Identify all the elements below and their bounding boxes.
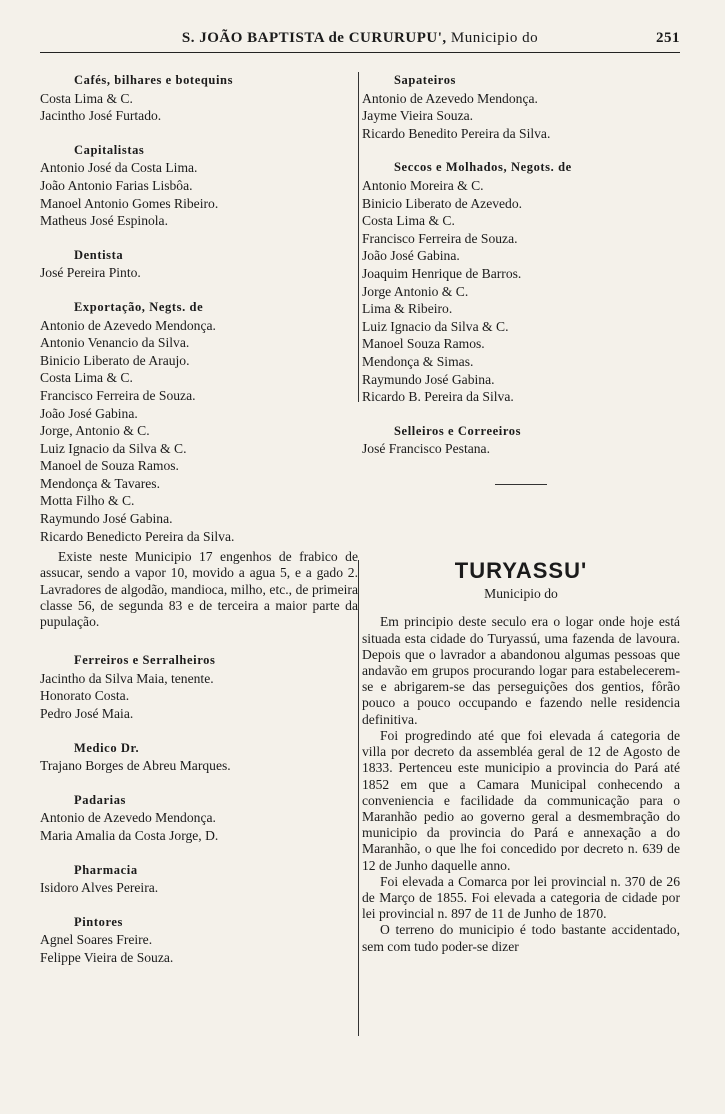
list-item: Mendonça & Tavares. [40, 475, 160, 491]
list-item: Manoel de Souza Ramos. [40, 458, 179, 474]
left-column [40, 72, 358, 967]
list-item: Luiz Ignacio da Silva & C. [40, 440, 187, 456]
list-item: Jayme Vieira Souza. [362, 108, 474, 124]
column-divider-bottom [358, 560, 359, 1036]
list-item: Trajano Borges de Abreu Marques. [40, 758, 231, 774]
section-list [40, 757, 358, 775]
list-item: Antonio Venancio da Silva. [40, 335, 190, 351]
list-item: Jorge Antonio & C. [362, 283, 469, 299]
section-list [40, 809, 358, 844]
section-list [40, 90, 358, 125]
header-municipio: Municipio do [450, 30, 539, 46]
section-list [362, 177, 680, 406]
list-item: José Pereira Pinto. [40, 265, 141, 281]
list-item: Lima & Ribeiro. [362, 301, 453, 317]
list-item: Agnel Soares Freire. [40, 932, 153, 948]
list-item: Binicio Liberato de Araujo. [40, 352, 190, 368]
section-heading: Selleiros e Correeiros [394, 423, 522, 438]
list-item: Binicio Liberato de Azevedo. [362, 195, 523, 211]
list-item: Luiz Ignacio da Silva & C. [362, 318, 509, 334]
list-item: Antonio de Azevedo Mendonça. [362, 90, 538, 106]
article-body [362, 614, 680, 954]
list-item: Pedro José Maia. [40, 706, 134, 722]
section-list [362, 90, 680, 143]
list-item: Costa Lima & C. [40, 370, 133, 386]
article-paragraph: Foi progredindo até que foi elevada á categoria de villa por decreto da assembléa geral de 12 de Agosto de 1833. Pertenceu este municipio a provincia do Pará até 1852 em que a Camara Municipal conhecendo a conveniencia e facilidade da communicação para o Maranhão pedio ao governo geral a desmembração do municipio da provincia do Pará e annexação a do Maranhão, o que lhe foi concedido por decreto n. 639 de 12 de Junho daquelle anno. [362, 727, 680, 873]
list-item: Raymundo José Gabina. [362, 371, 495, 387]
list-item: Manoel Antonio Gomes Ribeiro. [40, 195, 219, 211]
list-item: Antonio de Azevedo Mendonça. [40, 317, 216, 333]
left-directory-bottom [40, 652, 358, 966]
list-item: Costa Lima & C. [362, 213, 455, 229]
article-subtitle: Municipio do [484, 585, 558, 601]
directory-section [40, 72, 358, 125]
directory-section [40, 142, 358, 230]
section-heading: Seccos e Molhados, Negots. de [394, 160, 572, 175]
directory-section [40, 652, 358, 722]
list-item: Joaquim Henrique de Barros. [362, 265, 522, 281]
article-paragraph: Em principio deste seculo era o logar onde hoje está situada esta cidade do Turyassú, uma fazenda de lavoura. Depois que o lavrador a abandonou algumas pessoas que andavão em grupos procurando logar para estabelecerem-se e abrigarem-se das perseguições dos gentios, fôrão pouco a pouco occupando e fazendo nelle residencia definitiva. [362, 614, 680, 727]
section-heading: Cafés, bilhares e botequins [74, 73, 234, 87]
section-list [362, 440, 680, 458]
list-item: Francisco Ferreira de Souza. [362, 230, 518, 246]
list-item: João José Gabina. [362, 248, 460, 264]
section-heading: Padarias [74, 792, 127, 807]
list-item: Mendonça & Simas. [362, 353, 474, 369]
section-list [40, 670, 358, 723]
list-item: Jorge, Antonio & C. [40, 423, 150, 439]
directory-section [40, 740, 358, 775]
list-item: Raymundo José Gabina. [40, 511, 173, 527]
section-heading: Pintores [74, 914, 124, 929]
section-heading: Exportação, Negts. de [74, 299, 204, 314]
section-heading: Pharmacia [74, 862, 138, 877]
list-item: Isidoro Alves Pereira. [40, 880, 159, 896]
section-list [40, 159, 358, 229]
list-item: João Antonio Farias Lisbôa. [40, 177, 193, 193]
directory-section [40, 299, 358, 545]
list-item: Ricardo Benedito Pereira da Silva. [362, 125, 551, 141]
section-list [40, 264, 358, 282]
list-item: Francisco Ferreira de Souza. [40, 387, 196, 403]
section-heading: Capitalistas [74, 142, 145, 157]
directory-section [40, 792, 358, 845]
directory-section [362, 423, 680, 458]
list-item: Ricardo Benedicto Pereira da Silva. [40, 528, 235, 544]
list-item: José Francisco Pestana. [362, 441, 490, 457]
list-item: Maria Amalia da Costa Jorge, D. [40, 828, 219, 844]
right-column [362, 72, 680, 955]
article-paragraph: Foi elevada a Comarca por lei provincial n. 370 de 26 de Março de 1855. Foi elevada a categoria de cidade por lei provincial n. 897 de 11 de Junho de 1870. [362, 873, 680, 922]
list-item: Jacintho da Silva Maia, tenente. [40, 670, 214, 686]
directory-section [362, 159, 680, 405]
engenhos-paragraph: Existe neste Municipio 17 engenhos de frabico de assucar, sendo a vapor 10, movido a agua 5, e a gado 2. Lavradores de algodão, mandioca, milho, etc., de primeira classe 56, de segunda 83 e de terceira a maior parte da pupulação. [40, 549, 358, 630]
page-header [40, 30, 680, 53]
page-number: 251 [656, 30, 680, 46]
directory-section [40, 247, 358, 282]
article-title: TURYASSU' [454, 557, 588, 583]
list-item: Motta Filho & C. [40, 493, 135, 509]
header-place: S. JOÃO BAPTISTA de CURURUPU', [181, 30, 447, 46]
section-heading: Medico Dr. [74, 740, 140, 755]
section-list [40, 931, 358, 966]
list-item: Matheus José Espinola. [40, 213, 168, 229]
right-directory [362, 72, 680, 458]
article-paragraph: O terreno do municipio é todo bastante accidentado, sem com tudo poder-se dizer [362, 922, 680, 954]
section-list [40, 879, 358, 897]
list-item: Felippe Vieira de Souza. [40, 949, 174, 965]
directory-section [362, 72, 680, 142]
list-item: Antonio de Azevedo Mendonça. [40, 810, 216, 826]
list-item: João José Gabina. [40, 405, 138, 421]
list-item: Manoel Souza Ramos. [362, 336, 485, 352]
section-heading: Sapateiros [394, 73, 457, 87]
list-item: Ricardo B. Pereira da Silva. [362, 389, 514, 405]
list-item: Honorato Costa. [40, 688, 130, 704]
section-heading: Dentista [74, 247, 124, 262]
section-rule [495, 484, 547, 485]
section-list [40, 317, 358, 546]
left-directory-top [40, 72, 358, 545]
column-divider-top [358, 72, 359, 402]
list-item: Antonio Moreira & C. [362, 177, 484, 193]
directory-section [40, 862, 358, 897]
directory-section [40, 914, 358, 967]
list-item: Costa Lima & C. [40, 90, 133, 106]
list-item: Antonio José da Costa Lima. [40, 160, 198, 176]
list-item: Jacintho José Furtado. [40, 108, 162, 124]
section-heading: Ferreiros e Serralheiros [74, 653, 216, 668]
